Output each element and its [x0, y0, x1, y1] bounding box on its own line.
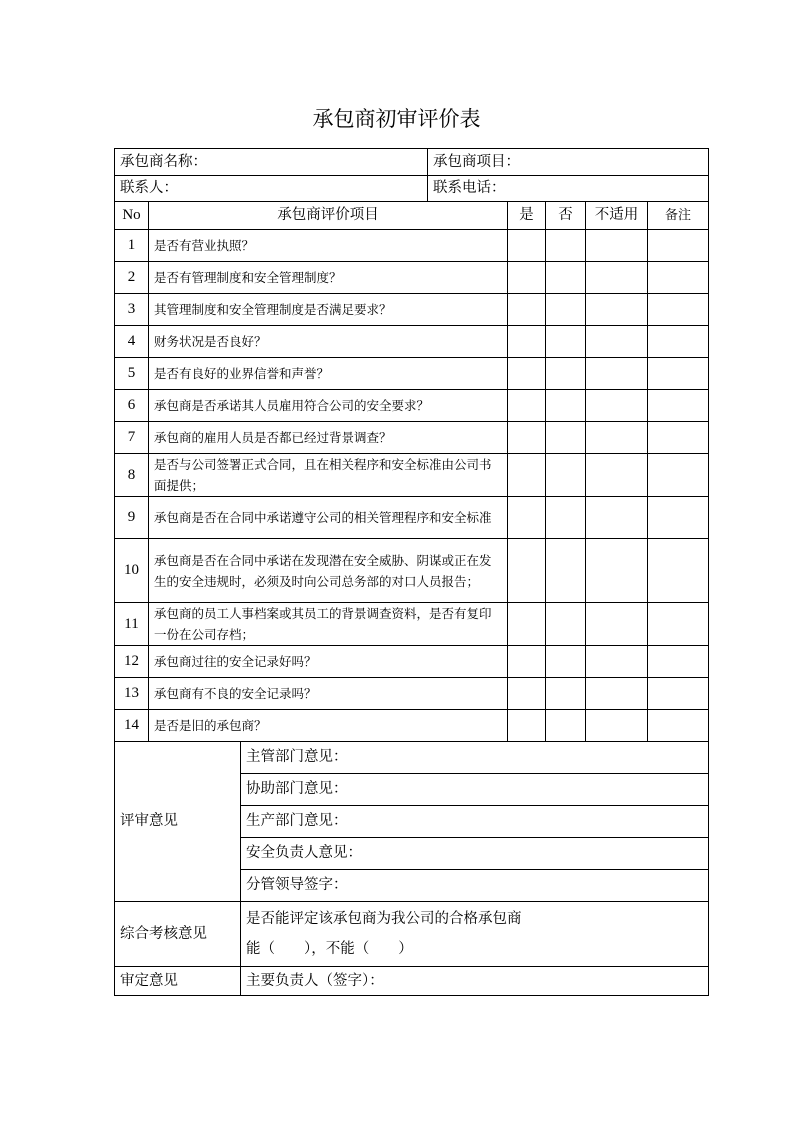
- yes-cell[interactable]: [508, 454, 546, 497]
- table-row: [115, 390, 709, 422]
- not-applicable-cell[interactable]: [586, 422, 648, 454]
- review-label: 评审意见: [115, 742, 241, 902]
- item-text: 承包商的员工人事档案或其员工的背景调查资料，是否有复印一份在公司存档；: [149, 603, 508, 646]
- remark-cell[interactable]: [648, 603, 709, 646]
- remark-cell[interactable]: [648, 497, 709, 539]
- not-applicable-cell[interactable]: [586, 497, 648, 539]
- no-cell[interactable]: [546, 422, 586, 454]
- page-title: 承包商初审评价表: [312, 107, 481, 131]
- header-yes: 是: [508, 202, 546, 230]
- remark-cell[interactable]: [648, 539, 709, 603]
- item-text: 承包商是否承诺其人员雇用符合公司的安全要求？: [149, 390, 508, 422]
- table-row: [115, 539, 709, 603]
- review-opinion-field[interactable]: 协助部门意见：: [241, 774, 709, 806]
- overall-label: 综合考核意见: [115, 902, 241, 967]
- yes-cell[interactable]: [508, 262, 546, 294]
- not-applicable-cell[interactable]: [586, 294, 648, 326]
- yes-cell[interactable]: [508, 230, 546, 262]
- yes-cell[interactable]: [508, 326, 546, 358]
- no-cell[interactable]: [546, 539, 586, 603]
- header-no-answer: 否: [546, 202, 586, 230]
- yes-cell[interactable]: [508, 358, 546, 390]
- item-text: 承包商过往的安全记录好吗？: [149, 646, 508, 678]
- review-opinion-field[interactable]: 安全负责人意见：: [241, 838, 709, 870]
- yes-cell[interactable]: [508, 294, 546, 326]
- remark-cell[interactable]: [648, 262, 709, 294]
- item-text: 财务状况是否良好？: [149, 326, 508, 358]
- table-row: [115, 294, 709, 326]
- no-cell[interactable]: [546, 497, 586, 539]
- no-cell[interactable]: [546, 646, 586, 678]
- not-applicable-cell[interactable]: [586, 603, 648, 646]
- yes-cell[interactable]: [508, 710, 546, 742]
- item-text: 承包商是否在合同中承诺在发现潜在安全威胁、阴谋或正在发生的安全违规时，必须及时向公司总务部的对口人员报告；: [149, 539, 508, 603]
- table-row: [115, 603, 709, 646]
- header-item: 承包商评价项目: [149, 202, 508, 230]
- not-applicable-cell[interactable]: [586, 230, 648, 262]
- not-applicable-cell[interactable]: [586, 262, 648, 294]
- table-row: [115, 230, 709, 262]
- no-cell[interactable]: [546, 390, 586, 422]
- item-text: 是否有良好的业界信誉和声誉？: [149, 358, 508, 390]
- remark-cell[interactable]: [648, 358, 709, 390]
- no-cell[interactable]: [546, 326, 586, 358]
- overall-question: 是否能评定该承包商为我公司的合格承包商: [246, 911, 522, 927]
- contractor-project-field[interactable]: 承包商项目：: [428, 149, 709, 176]
- remark-cell[interactable]: [648, 678, 709, 710]
- item-text: 承包商的雇用人员是否都已经过背景调查？: [149, 422, 508, 454]
- item-text: 是否是旧的承包商？: [149, 710, 508, 742]
- no-cell[interactable]: [546, 710, 586, 742]
- table-row: [115, 358, 709, 390]
- no-cell[interactable]: [546, 230, 586, 262]
- evaluation-table: [114, 148, 709, 996]
- not-applicable-cell[interactable]: [586, 539, 648, 603]
- contractor-name-field[interactable]: 承包商名称：: [115, 149, 428, 176]
- item-number: 4: [115, 326, 149, 358]
- item-number: 1: [115, 230, 149, 262]
- contact-person-field[interactable]: 联系人：: [115, 176, 428, 202]
- item-number: 8: [115, 454, 149, 497]
- no-cell[interactable]: [546, 358, 586, 390]
- review-opinion-field[interactable]: 主管部门意见：: [241, 742, 709, 774]
- item-text: 承包商是否在合同中承诺遵守公司的相关管理程序和安全标准: [149, 497, 508, 539]
- remark-cell[interactable]: [648, 326, 709, 358]
- header-not-applicable: 不适用: [586, 202, 648, 230]
- remark-cell[interactable]: [648, 422, 709, 454]
- not-applicable-cell[interactable]: [586, 390, 648, 422]
- yes-cell[interactable]: [508, 422, 546, 454]
- yes-cell[interactable]: [508, 497, 546, 539]
- item-number: 3: [115, 294, 149, 326]
- remark-cell[interactable]: [648, 390, 709, 422]
- no-cell[interactable]: [546, 678, 586, 710]
- no-cell[interactable]: [546, 454, 586, 497]
- table-row: [115, 454, 709, 497]
- item-text: 是否有管理制度和安全管理制度？: [149, 262, 508, 294]
- not-applicable-cell[interactable]: [586, 678, 648, 710]
- item-number: 12: [115, 646, 149, 678]
- table-row: [115, 646, 709, 678]
- yes-cell[interactable]: [508, 646, 546, 678]
- contact-phone-field[interactable]: 联系电话：: [428, 176, 709, 202]
- table-row: [115, 710, 709, 742]
- item-text: 承包商有不良的安全记录吗？: [149, 678, 508, 710]
- remark-cell[interactable]: [648, 454, 709, 497]
- review-opinion-field[interactable]: 生产部门意见：: [241, 806, 709, 838]
- overall-options[interactable]: 能（ ），不能（ ）: [246, 941, 413, 957]
- no-cell[interactable]: [546, 262, 586, 294]
- item-number: 7: [115, 422, 149, 454]
- not-applicable-cell[interactable]: [586, 710, 648, 742]
- no-cell[interactable]: [546, 294, 586, 326]
- table-row: [115, 422, 709, 454]
- header-no: No: [115, 202, 149, 230]
- table-row: [115, 326, 709, 358]
- approval-signature-field[interactable]: 主要负责人（签字）：: [241, 967, 709, 996]
- remark-cell[interactable]: [648, 646, 709, 678]
- item-number: 13: [115, 678, 149, 710]
- remark-cell[interactable]: [648, 710, 709, 742]
- no-cell[interactable]: [546, 603, 586, 646]
- remark-cell[interactable]: [648, 230, 709, 262]
- item-number: 6: [115, 390, 149, 422]
- not-applicable-cell[interactable]: [586, 326, 648, 358]
- item-text: 是否与公司签署正式合同，且在相关程序和安全标准由公司书面提供；: [149, 454, 508, 497]
- yes-cell[interactable]: [508, 390, 546, 422]
- item-number: 10: [115, 539, 149, 603]
- header-remark: 备注: [648, 202, 709, 230]
- yes-cell[interactable]: [508, 603, 546, 646]
- remark-cell[interactable]: [648, 294, 709, 326]
- table-row: [115, 497, 709, 539]
- item-number: 2: [115, 262, 149, 294]
- item-number: 11: [115, 603, 149, 646]
- item-number: 5: [115, 358, 149, 390]
- yes-cell[interactable]: [508, 678, 546, 710]
- item-text: 是否有营业执照？: [149, 230, 508, 262]
- not-applicable-cell[interactable]: [586, 646, 648, 678]
- review-row: [115, 742, 709, 774]
- item-number: 14: [115, 710, 149, 742]
- not-applicable-cell[interactable]: [586, 454, 648, 497]
- not-applicable-cell[interactable]: [586, 358, 648, 390]
- approval-label: 审定意见: [115, 967, 241, 996]
- table-row: [115, 678, 709, 710]
- item-number: 9: [115, 497, 149, 539]
- item-text: 其管理制度和安全管理制度是否满足要求？: [149, 294, 508, 326]
- review-opinion-field[interactable]: 分管领导签字：: [241, 870, 709, 902]
- table-row: [115, 262, 709, 294]
- yes-cell[interactable]: [508, 539, 546, 603]
